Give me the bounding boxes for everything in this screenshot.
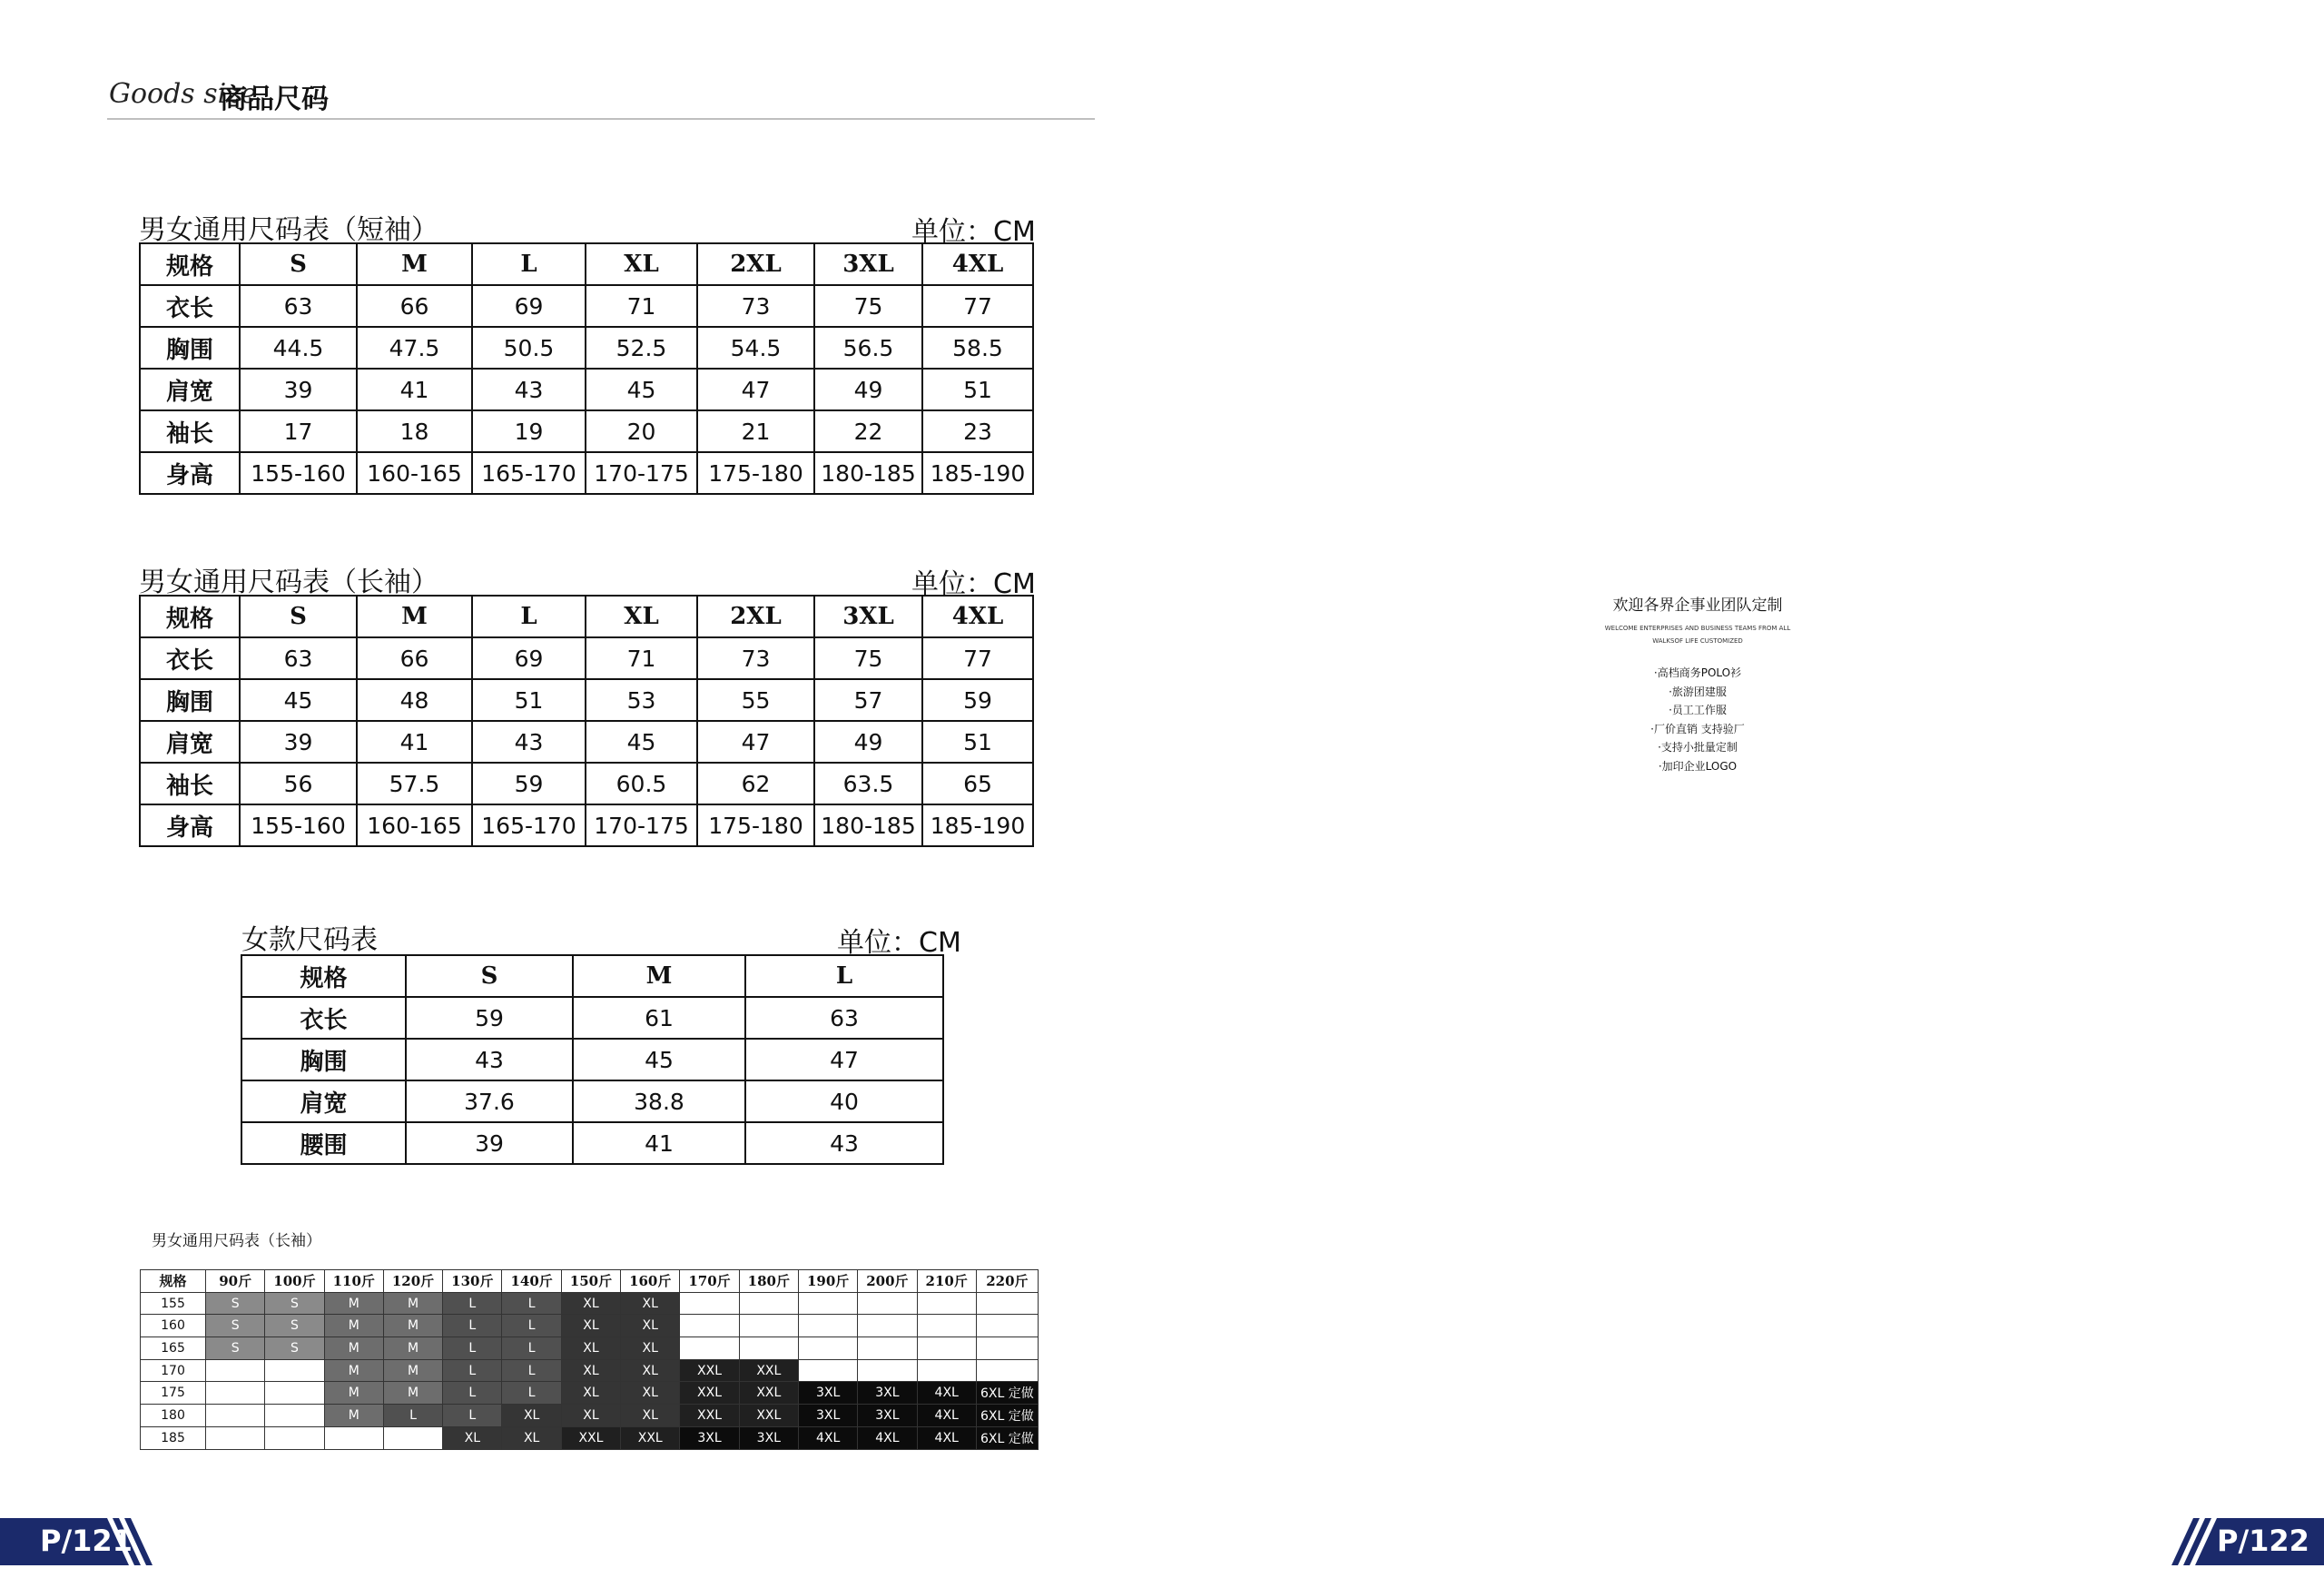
short-sleeve-table-caption: 男女通用尺码表（短袖） [139, 214, 438, 246]
column-header: 180斤 [739, 1270, 798, 1293]
table-cell: 75 [814, 285, 922, 327]
size-cell: L [502, 1382, 561, 1405]
size-cell: XL [561, 1359, 620, 1382]
column-header: 130斤 [443, 1270, 502, 1293]
column-header: 4XL [922, 243, 1033, 285]
table-cell: 180-185 [814, 452, 922, 494]
column-header: 规格 [140, 596, 240, 637]
table-cell: 63 [240, 637, 357, 679]
table-cell: 39 [406, 1122, 573, 1164]
empty-cell [265, 1382, 324, 1405]
table-row [140, 452, 1033, 494]
table-row [241, 1122, 943, 1164]
promo-block [1552, 592, 1843, 775]
table-cell: 18 [357, 410, 472, 452]
size-cell: XXL [621, 1426, 680, 1449]
table-cell: 61 [573, 997, 745, 1039]
table-cell: 62 [697, 763, 814, 804]
size-cell: 4XL [917, 1382, 976, 1405]
table-header-row [141, 1270, 1039, 1293]
column-header: 3XL [814, 243, 922, 285]
size-cell: M [324, 1405, 383, 1427]
size-cell: XL [561, 1292, 620, 1315]
empty-cell [917, 1359, 976, 1382]
size-cell: XL [621, 1315, 680, 1337]
size-cell: XXL [739, 1359, 798, 1382]
table-cell: 170-175 [586, 452, 697, 494]
table-cell: 155-160 [240, 452, 357, 494]
table-cell: 43 [406, 1039, 573, 1080]
size-cell: XL [621, 1337, 680, 1360]
table-cell: 54.5 [697, 327, 814, 369]
table-cell: 39 [240, 369, 357, 410]
table-cell: 69 [472, 637, 586, 679]
table-row [140, 410, 1033, 452]
table-cell: 45 [586, 369, 697, 410]
table-cell: 41 [357, 721, 472, 763]
empty-cell [680, 1315, 739, 1337]
table-cell: 43 [745, 1122, 943, 1164]
header-title: 商品尺码 [220, 84, 329, 115]
table-cell: 175-180 [697, 804, 814, 846]
size-cell: XL [561, 1337, 620, 1360]
table-cell: 45 [586, 721, 697, 763]
table-cell: 52.5 [586, 327, 697, 369]
empty-cell [739, 1315, 798, 1337]
table-row [141, 1337, 1039, 1360]
table-header-row [140, 243, 1033, 285]
size-cell: 4XL [858, 1426, 917, 1449]
table-cell: 160-165 [357, 804, 472, 846]
size-cell: 4XL [917, 1405, 976, 1427]
column-header: 160斤 [621, 1270, 680, 1293]
table-row [140, 637, 1033, 679]
page-number-right-label: P/122 [2217, 1524, 2309, 1558]
column-header: L [472, 243, 586, 285]
table-cell: 57.5 [357, 763, 472, 804]
table-cell: 66 [357, 285, 472, 327]
size-cell: 3XL [858, 1382, 917, 1405]
promo-list-item: ·高档商务POLO衫 [1653, 666, 1742, 679]
table-cell: 48 [357, 679, 472, 721]
table-cell: 56 [240, 763, 357, 804]
table-cell: 77 [922, 637, 1033, 679]
women-table-caption: 女款尺码表 [241, 924, 378, 956]
table-cell: 47 [745, 1039, 943, 1080]
row-header: 衣长 [241, 997, 406, 1039]
empty-cell [265, 1359, 324, 1382]
table-cell: 165-170 [472, 452, 586, 494]
table-row [140, 721, 1033, 763]
table-cell: 165-170 [472, 804, 586, 846]
empty-cell [383, 1426, 442, 1449]
page-header [107, 71, 1095, 120]
weight-height-size-table [140, 1269, 1039, 1450]
empty-cell [739, 1337, 798, 1360]
size-cell: 6XL 定做 [976, 1405, 1038, 1427]
table-header-row [140, 596, 1033, 637]
size-cell: XL [621, 1382, 680, 1405]
table-row [141, 1426, 1039, 1449]
size-cell: 4XL [917, 1426, 976, 1449]
column-header: M [357, 596, 472, 637]
row-header: 胸围 [241, 1039, 406, 1080]
column-header: 200斤 [858, 1270, 917, 1293]
column-header: 4XL [922, 596, 1033, 637]
column-header: S [240, 596, 357, 637]
promo-list-item: ·旅游团建服 [1669, 685, 1727, 698]
table-cell: 63 [745, 997, 943, 1039]
size-cell: XXL [680, 1359, 739, 1382]
table-row [140, 804, 1033, 846]
table-cell: 77 [922, 285, 1033, 327]
long-sleeve-size-table [139, 595, 1034, 847]
size-cell: S [206, 1292, 265, 1315]
table-cell: 185-190 [922, 804, 1033, 846]
row-header: 胸围 [140, 679, 240, 721]
column-header: XL [586, 243, 697, 285]
promo-list-item: ·支持小批量定制 [1658, 741, 1738, 754]
size-cell: 3XL [858, 1405, 917, 1427]
table-cell: 51 [472, 679, 586, 721]
size-cell: M [324, 1382, 383, 1405]
empty-cell [206, 1382, 265, 1405]
long-sleeve-table-caption: 男女通用尺码表（长袖） [139, 567, 438, 598]
size-cell: 4XL [798, 1426, 857, 1449]
column-header: M [357, 243, 472, 285]
table-cell: 49 [814, 369, 922, 410]
table-row [141, 1359, 1039, 1382]
table-cell: 44.5 [240, 327, 357, 369]
empty-cell [798, 1337, 857, 1360]
column-header: 170斤 [680, 1270, 739, 1293]
table-cell: 73 [697, 285, 814, 327]
row-header: 胸围 [140, 327, 240, 369]
table-row [140, 679, 1033, 721]
column-header: 190斤 [798, 1270, 857, 1293]
row-header: 165 [141, 1337, 206, 1360]
table-row [140, 369, 1033, 410]
size-cell: M [324, 1292, 383, 1315]
size-cell: S [265, 1337, 324, 1360]
size-cell: 6XL 定做 [976, 1426, 1038, 1449]
column-header: S [406, 955, 573, 997]
empty-cell [917, 1292, 976, 1315]
row-header: 160 [141, 1315, 206, 1337]
size-cell: XL [561, 1315, 620, 1337]
empty-cell [206, 1359, 265, 1382]
column-header: 210斤 [917, 1270, 976, 1293]
size-cell: XXL [739, 1405, 798, 1427]
table-cell: 17 [240, 410, 357, 452]
page-number-left-label: P/121 [40, 1524, 133, 1558]
size-cell: L [443, 1292, 502, 1315]
row-header: 衣长 [140, 285, 240, 327]
table-cell: 47 [697, 369, 814, 410]
size-cell: L [502, 1337, 561, 1360]
empty-cell [680, 1337, 739, 1360]
size-cell: S [206, 1337, 265, 1360]
table-cell: 59 [406, 997, 573, 1039]
row-header: 袖长 [140, 410, 240, 452]
table-cell: 39 [240, 721, 357, 763]
table-cell: 43 [472, 721, 586, 763]
table-cell: 19 [472, 410, 586, 452]
table-cell: 180-185 [814, 804, 922, 846]
size-cell: M [383, 1315, 442, 1337]
table-row [141, 1292, 1039, 1315]
column-header: L [472, 596, 586, 637]
table-header-row [241, 955, 943, 997]
size-cell: XXL [739, 1382, 798, 1405]
size-cell: S [265, 1315, 324, 1337]
table-cell: 55 [697, 679, 814, 721]
size-cell: L [443, 1405, 502, 1427]
size-cell: S [206, 1315, 265, 1337]
column-header: 150斤 [561, 1270, 620, 1293]
row-header: 180 [141, 1405, 206, 1427]
size-cell: XL [621, 1292, 680, 1315]
column-header: 120斤 [383, 1270, 442, 1293]
size-cell: L [443, 1382, 502, 1405]
size-cell: L [443, 1359, 502, 1382]
column-header: 2XL [697, 243, 814, 285]
table-cell: 56.5 [814, 327, 922, 369]
row-header: 袖长 [140, 763, 240, 804]
row-header: 衣长 [140, 637, 240, 679]
table-cell: 45 [240, 679, 357, 721]
table-cell: 41 [357, 369, 472, 410]
empty-cell [976, 1292, 1038, 1315]
column-header: 110斤 [324, 1270, 383, 1293]
weight-table-caption: 男女通用尺码表（长袖） [152, 1232, 321, 1250]
size-cell: 3XL [798, 1405, 857, 1427]
size-cell: XXL [561, 1426, 620, 1449]
table-row [241, 997, 943, 1039]
empty-cell [976, 1359, 1038, 1382]
table-cell: 40 [745, 1080, 943, 1122]
empty-cell [798, 1292, 857, 1315]
table-cell: 50.5 [472, 327, 586, 369]
size-cell: XL [502, 1405, 561, 1427]
row-header: 肩宽 [140, 369, 240, 410]
table-cell: 59 [472, 763, 586, 804]
empty-cell [976, 1337, 1038, 1360]
column-header: 100斤 [265, 1270, 324, 1293]
table-cell: 160-165 [357, 452, 472, 494]
table-row [241, 1039, 943, 1080]
table-cell: 47.5 [357, 327, 472, 369]
empty-cell [265, 1405, 324, 1427]
size-cell: M [324, 1359, 383, 1382]
row-header: 身高 [140, 452, 240, 494]
table-row [140, 285, 1033, 327]
size-cell: L [383, 1405, 442, 1427]
empty-cell [739, 1292, 798, 1315]
promo-list [1552, 664, 1843, 775]
column-header: 3XL [814, 596, 922, 637]
promo-subtitle [1552, 622, 1843, 647]
size-cell: XL [561, 1382, 620, 1405]
size-cell: L [502, 1292, 561, 1315]
row-header: 185 [141, 1426, 206, 1449]
empty-cell [917, 1337, 976, 1360]
table-cell: 38.8 [573, 1080, 745, 1122]
empty-cell [265, 1426, 324, 1449]
empty-cell [206, 1405, 265, 1427]
empty-cell [206, 1426, 265, 1449]
size-cell: XXL [680, 1382, 739, 1405]
table-cell: 23 [922, 410, 1033, 452]
size-cell: 3XL [798, 1382, 857, 1405]
table-cell: 59 [922, 679, 1033, 721]
page-number-right [2165, 1518, 2324, 1565]
table-cell: 185-190 [922, 452, 1033, 494]
women-table-unit: 单位：CM [837, 927, 961, 959]
short-sleeve-table-unit: 单位：CM [911, 216, 1036, 248]
short-sleeve-size-table [139, 242, 1034, 495]
table-cell: 155-160 [240, 804, 357, 846]
table-cell: 21 [697, 410, 814, 452]
promo-title: 欢迎各界企事业团队定制 [1612, 597, 1783, 615]
row-header: 腰围 [241, 1122, 406, 1164]
empty-cell [976, 1315, 1038, 1337]
table-cell: 47 [697, 721, 814, 763]
table-row [241, 1080, 943, 1122]
table-row [141, 1315, 1039, 1337]
table-cell: 45 [573, 1039, 745, 1080]
table-cell: 51 [922, 721, 1033, 763]
column-header: 规格 [141, 1270, 206, 1293]
row-header: 170 [141, 1359, 206, 1382]
size-cell: XL [621, 1405, 680, 1427]
table-cell: 58.5 [922, 327, 1033, 369]
size-cell: M [383, 1359, 442, 1382]
row-header: 肩宽 [140, 721, 240, 763]
empty-cell [680, 1292, 739, 1315]
header-script-title: Goods size [109, 78, 257, 110]
size-cell: L [502, 1315, 561, 1337]
empty-cell [858, 1292, 917, 1315]
size-cell: M [324, 1337, 383, 1360]
size-cell: XL [561, 1405, 620, 1427]
empty-cell [917, 1315, 976, 1337]
table-cell: 49 [814, 721, 922, 763]
size-cell: XL [443, 1426, 502, 1449]
table-row [140, 763, 1033, 804]
size-cell: L [502, 1359, 561, 1382]
column-header: 220斤 [976, 1270, 1038, 1293]
size-cell: 3XL [680, 1426, 739, 1449]
table-cell: 41 [573, 1122, 745, 1164]
long-sleeve-table-unit: 单位：CM [911, 568, 1036, 600]
table-cell: 43 [472, 369, 586, 410]
table-cell: 75 [814, 637, 922, 679]
promo-subtitle-line: WELCOME ENTERPRISES AND BUSINESS TEAMS FROM ALL [1604, 625, 1791, 632]
promo-subtitle-line: WALKSOF LIFE CUSTOMIZED [1652, 637, 1743, 645]
table-cell: 69 [472, 285, 586, 327]
column-header: 140斤 [502, 1270, 561, 1293]
empty-cell [798, 1359, 857, 1382]
size-cell: 6XL 定做 [976, 1382, 1038, 1405]
table-cell: 65 [922, 763, 1033, 804]
size-cell: 3XL [739, 1426, 798, 1449]
column-header: 2XL [697, 596, 814, 637]
promo-list-item: ·厂价直销 支持验厂 [1650, 722, 1745, 735]
empty-cell [858, 1315, 917, 1337]
table-cell: 20 [586, 410, 697, 452]
table-cell: 57 [814, 679, 922, 721]
empty-cell [858, 1337, 917, 1360]
table-cell: 51 [922, 369, 1033, 410]
table-cell: 60.5 [586, 763, 697, 804]
size-cell: M [324, 1315, 383, 1337]
table-cell: 53 [586, 679, 697, 721]
table-cell: 71 [586, 637, 697, 679]
column-header: 90斤 [206, 1270, 265, 1293]
size-cell: M [383, 1382, 442, 1405]
table-row [141, 1405, 1039, 1427]
size-cell: L [443, 1315, 502, 1337]
row-header: 肩宽 [241, 1080, 406, 1122]
row-header: 身高 [140, 804, 240, 846]
size-cell: L [443, 1337, 502, 1360]
row-header: 175 [141, 1382, 206, 1405]
size-cell: XL [621, 1359, 680, 1382]
table-cell: 63 [240, 285, 357, 327]
page-number-left [0, 1518, 159, 1565]
women-size-table [241, 954, 944, 1165]
table-cell: 22 [814, 410, 922, 452]
table-cell: 175-180 [697, 452, 814, 494]
promo-list-item: ·员工工作服 [1669, 704, 1727, 716]
table-cell: 37.6 [406, 1080, 573, 1122]
table-cell: 71 [586, 285, 697, 327]
table-cell: 66 [357, 637, 472, 679]
column-header: XL [586, 596, 697, 637]
table-row [140, 327, 1033, 369]
size-cell: M [383, 1292, 442, 1315]
table-cell: 73 [697, 637, 814, 679]
column-header: M [573, 955, 745, 997]
size-cell: M [383, 1337, 442, 1360]
table-cell: 63.5 [814, 763, 922, 804]
empty-cell [324, 1426, 383, 1449]
empty-cell [858, 1359, 917, 1382]
column-header: S [240, 243, 357, 285]
table-row [141, 1382, 1039, 1405]
column-header: 规格 [241, 955, 406, 997]
promo-list-item: ·加印企业LOGO [1658, 759, 1738, 773]
row-header: 155 [141, 1292, 206, 1315]
table-cell: 170-175 [586, 804, 697, 846]
column-header: 规格 [140, 243, 240, 285]
size-cell: S [265, 1292, 324, 1315]
column-header: L [745, 955, 943, 997]
size-cell: XL [502, 1426, 561, 1449]
size-cell: XXL [680, 1405, 739, 1427]
empty-cell [798, 1315, 857, 1337]
